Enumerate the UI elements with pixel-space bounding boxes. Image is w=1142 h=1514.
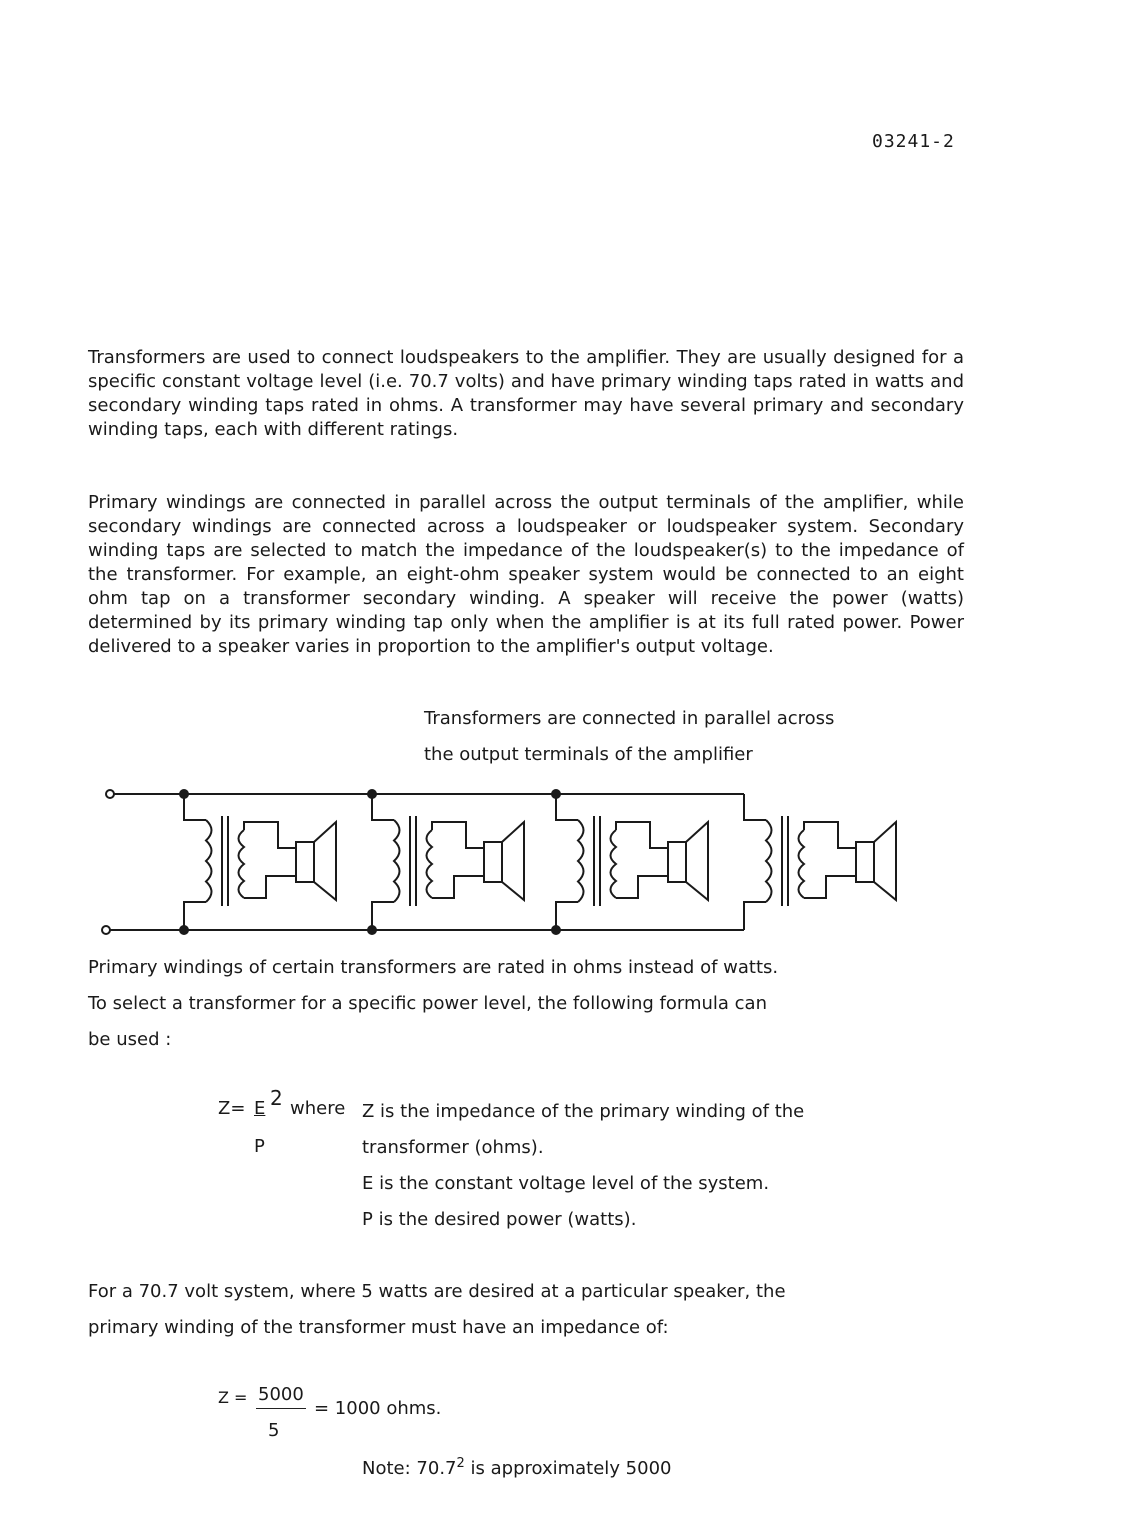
note-base: 70.7: [416, 1458, 457, 1479]
transformer-unit: [744, 794, 896, 930]
junction-dot: [180, 790, 188, 798]
paragraph-example: [88, 1274, 968, 1346]
junction-dot: [552, 790, 560, 798]
primary-lead-top: [184, 794, 206, 820]
speaker-magnet: [484, 842, 502, 882]
secondary-lead-top: [616, 822, 668, 848]
formula-denominator: P: [254, 1136, 265, 1157]
p3-line-2: To select a transformer for a specific power level, the following formula can: [88, 993, 767, 1014]
input-terminal-top: [106, 790, 114, 798]
p3-line-1: Primary windings of certain transformers are rated in ohms instead of watts.: [88, 957, 779, 978]
caption-line-2: the output terminals of the amplifier: [424, 744, 753, 765]
speaker-cone-icon: [874, 822, 896, 900]
definition-z-cont: transformer (ohms).: [362, 1137, 544, 1158]
formula-exponent: 2: [270, 1086, 283, 1110]
speaker-cone-icon: [502, 822, 524, 900]
paragraph-windings: Primary windings are connected in parallel across the output terminals of the amplifier, while secondary windings are connected across a loudspeaker or loudspeaker system. Secondary winding taps are selected to match the impedance of the loudspeaker(s) to the impedance of the transformer. For example, an eight-ohm speaker system would be connected to an eight ohm tap on a transformer secondary winding. A speaker will receive the power (watts) determined by its primary winding tap only when the amplifier is at its full rated power. Power delivered to a speaker varies in proportion to the amplifier's output voltage.: [88, 492, 964, 657]
p4-line-2: primary winding of the transformer must have an impedance of:: [88, 1317, 669, 1338]
secondary-winding: [239, 830, 245, 898]
speaker-magnet: [668, 842, 686, 882]
secondary-lead-top: [432, 822, 484, 848]
primary-lead-top: [372, 794, 394, 820]
primary-winding: [766, 820, 772, 902]
primary-lead-bottom: [556, 902, 578, 930]
primary-lead-bottom: [184, 902, 206, 930]
primary-winding: [206, 820, 212, 902]
formula-numerator: E: [254, 1098, 266, 1119]
document-id: 03241-2: [872, 131, 955, 152]
secondary-lead-top: [804, 822, 856, 848]
primary-lead-top: [556, 794, 578, 820]
secondary-lead-top: [244, 822, 296, 848]
input-terminal-bottom: [102, 926, 110, 934]
junction-dot: [368, 926, 376, 934]
note-prefix: Note:: [362, 1458, 411, 1479]
primary-winding: [394, 820, 400, 902]
calc-fraction-bar: [256, 1408, 306, 1409]
secondary-lead-bottom: [616, 876, 668, 898]
transformer-unit: [556, 794, 708, 930]
secondary-lead-bottom: [432, 876, 484, 898]
junction-dot: [552, 926, 560, 934]
secondary-lead-bottom: [244, 876, 296, 898]
secondary-winding: [427, 830, 433, 898]
note: [362, 1456, 672, 1479]
calc-numerator: 5000: [258, 1384, 304, 1405]
primary-lead-top: [744, 794, 766, 820]
speaker-cone-icon: [686, 822, 708, 900]
formula-lhs: Z=: [218, 1098, 246, 1119]
speaker-magnet: [296, 842, 314, 882]
paragraph-ohm-rating: [88, 950, 908, 1058]
secondary-lead-bottom: [804, 876, 856, 898]
definition-e: E is the constant voltage level of the system.: [362, 1173, 770, 1194]
calc-result: = 1000 ohms.: [314, 1398, 442, 1419]
primary-lead-bottom: [372, 902, 394, 930]
junction-dot: [180, 926, 188, 934]
calc-lhs: Z =: [218, 1388, 248, 1407]
note-suffix: is approximately 5000: [470, 1458, 672, 1479]
formula-definitions: [362, 1094, 804, 1166]
p3-line-3: be used :: [88, 1029, 172, 1050]
primary-winding: [578, 820, 584, 902]
transformer-wiring-diagram: [96, 780, 916, 940]
calc-denominator: 5: [268, 1420, 280, 1441]
transformer-unit: [184, 794, 336, 930]
primary-lead-bottom: [744, 902, 766, 930]
secondary-winding: [611, 830, 617, 898]
formula-where: where: [290, 1098, 346, 1119]
transformer-unit: [372, 794, 524, 930]
junction-dot: [368, 790, 376, 798]
secondary-winding: [799, 830, 805, 898]
definition-p: P is the desired power (watts).: [362, 1209, 637, 1230]
diagram-caption: [424, 701, 834, 773]
caption-line-1: Transformers are connected in parallel across: [424, 708, 835, 729]
paragraph-intro: Transformers are used to connect loudspeakers to the amplifier. They are usually designed for a specific constant voltage level (i.e. 70.7 volts) and have primary winding taps rated in watts and secondary winding taps rated in ohms. A transformer may have several primary and secondary winding taps, each with different ratings.: [88, 347, 964, 440]
note-exponent: 2: [456, 1456, 465, 1471]
speaker-magnet: [856, 842, 874, 882]
speaker-cone-icon: [314, 822, 336, 900]
p4-line-1: For a 70.7 volt system, where 5 watts are desired at a particular speaker, the: [88, 1281, 786, 1302]
definition-z: Z is the impedance of the primary winding of the: [362, 1101, 805, 1122]
